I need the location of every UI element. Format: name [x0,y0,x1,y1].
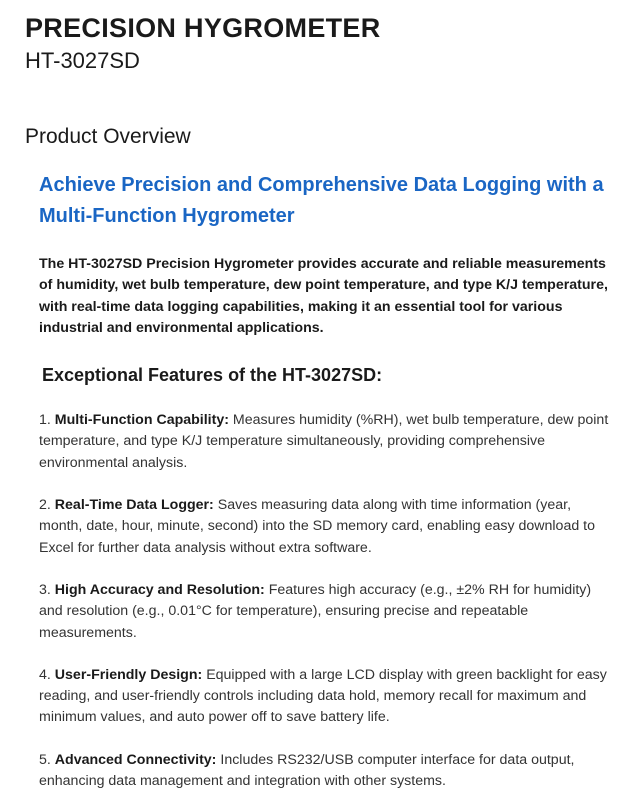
feature-item [39,750,614,793]
features-heading: Exceptional Features of the HT-3027SD: [42,365,383,386]
section-title-overview: Product Overview [25,125,191,148]
feature-number: 4. [39,666,51,683]
feature-number: 5. [39,751,51,768]
feature-item [39,580,614,644]
overview-content [39,170,619,792]
feature-text: Includes RS232/USB computer interface for data output, enhancing data management and integration with other systems. [39,751,575,790]
feature-text: Features high accuracy (e.g., ±2% RH for humidity) and resolution (e.g., 0.01°C for temperature), ensuring precise and repeatable measurements. [39,581,592,641]
feature-title: Advanced Connectivity: [54,751,217,768]
feature-number: 2. [39,497,51,514]
overview-headline: Achieve Precision and Comprehensive Data Logging with a Multi-Function Hygrometer [39,174,604,227]
overview-intro: The HT-3027SD Precision Hygrometer provides accurate and reliable measurements of humidity, wet bulb temperature, dew point temperature, and type K/J temperature, with real-time data logging capabilities, making it an essential tool for various industrial and environmental applications. [39,256,608,336]
feature-title: User-Friendly Design: [54,666,203,683]
feature-item [39,410,614,474]
feature-number: 1. [39,412,51,429]
feature-item [39,665,614,729]
feature-title: Real-Time Data Logger: [54,497,214,514]
feature-title: High Accuracy and Resolution: [54,581,265,598]
feature-item [39,495,614,559]
feature-number: 3. [39,581,51,598]
feature-text: Equipped with a large LCD display with green backlight for easy reading, and user-friendly controls including data hold, memory recall for maximum and minimum values, and auto power off to save battery life. [39,666,607,726]
feature-text: Saves measuring data along with time information (year, month, date, hour, minute, second) into the SD memory card, enabling easy download to Excel for further data analysis without extra software. [39,497,595,556]
feature-text: Measures humidity (%RH), wet bulb temperature, dew point temperature, and type K/J temperature simultaneously, providing comprehensive environmental analysis. [39,412,609,471]
feature-title: Multi-Function Capability: [54,412,229,429]
product-title: PRECISION HYGROMETER [25,13,381,43]
product-model: HT-3027SD [25,48,140,73]
